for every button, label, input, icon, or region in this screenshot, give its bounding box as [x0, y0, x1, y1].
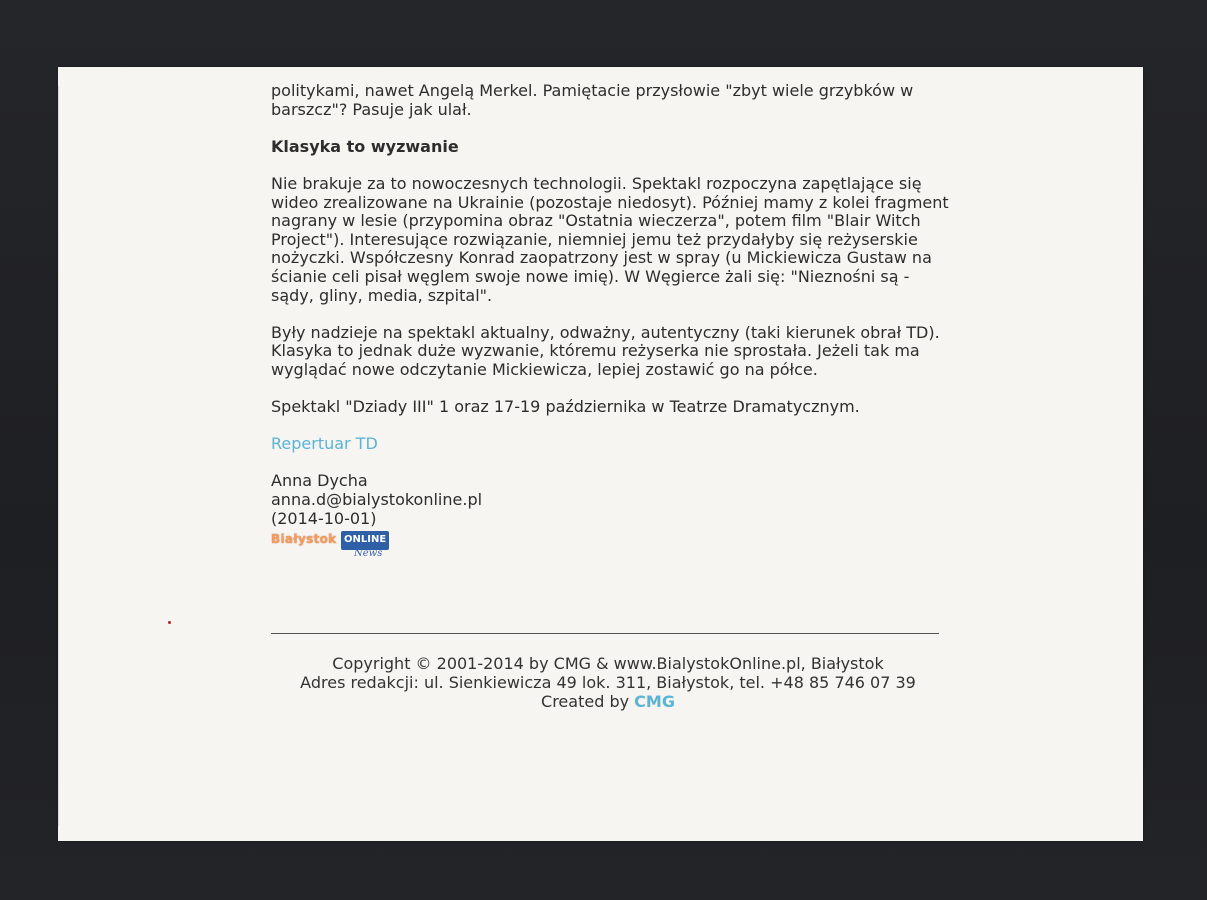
section-heading: Klasyka to wyzwanie	[271, 136, 459, 156]
footer-created-by: Created by	[541, 692, 630, 711]
footer-address: Adres redakcji: ul. Sienkiewicza 49 lok. 311, Białystok, tel. +48 85 746 07 39	[300, 673, 916, 692]
bialystok-online-logo	[271, 530, 411, 560]
paragraph-hopes: Były nadzieje na spektakl aktualny, odważny, autentyczny (taki kierunek obrał TD). Klasyka to jednak duże wyzwanie, któremu reżyserka nie sprostała. Jeżeli tak ma wyglądać nowe odczytanie Mickiewicza, lepiej zostawić go na półce.	[271, 322, 940, 379]
author-email[interactable]: anna.d@bialystokonline.pl	[271, 490, 483, 510]
paragraph-dates: Spektakl "Dziady III" 1 oraz 17-19 października w Teatrze Dramatycznym.	[271, 397, 860, 417]
article-date: (2014-10-01)	[271, 508, 377, 528]
paragraph-intro: politykami, nawet Angelą Merkel. Pamiętacie przysłowie "zbyt wiele grzybków w barszcz"? Pasuje jak ulał.	[271, 81, 914, 119]
footer-divider	[271, 633, 939, 634]
footer-cmg-link[interactable]: CMG	[634, 692, 675, 711]
footer	[271, 654, 945, 711]
author-name: Anna Dycha	[271, 471, 368, 491]
logo-bialystok-text: Białystok	[271, 532, 337, 547]
logo-online-text: ONLINE	[341, 531, 389, 550]
scan-speck	[168, 621, 171, 624]
footer-copyright: Copyright © 2001-2014 by CMG & www.BialystokOnline.pl, Białystok	[332, 654, 884, 673]
page-edge-shadow	[58, 86, 63, 826]
paragraph-technology: Nie brakuje za to nowoczesnych technologii. Spektakl rozpoczyna zapętlające się wideo zrealizowane na Ukrainie (pozostaje niedosyt). Później mamy z kolei fragment nagrany w lesie (przypomina obraz "Ostatnia wieczerza", potem film "Blair Witch Project"). Interesujące rozwiązanie, niemniej jemu też przydałyby się reżyserskie nożyczki. Współczesny Konrad zaopatrzony jest w spray (u Mickiewicza Gustaw na ścianie celi pisał węglem swoje nowe imię). W Węgierce żali się: "Nieznośni są - sądy, gliny, media, szpital".	[271, 173, 949, 305]
logo-news-text: News	[354, 548, 383, 560]
repertoire-link[interactable]: Repertuar TD	[271, 434, 378, 454]
article-body	[271, 82, 951, 560]
footer-credit	[271, 692, 945, 711]
